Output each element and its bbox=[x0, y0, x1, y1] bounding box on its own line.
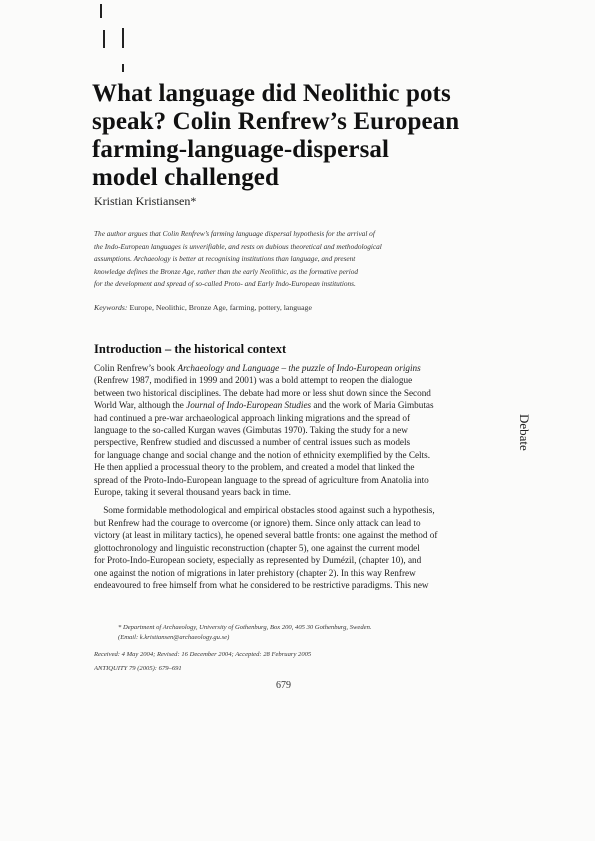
body-line bbox=[94, 449, 504, 461]
body-line bbox=[94, 374, 504, 386]
title-line: model challenged bbox=[92, 164, 280, 191]
body-line bbox=[94, 486, 504, 498]
section-heading: Introduction – the historical context bbox=[94, 342, 287, 356]
journal-citation: ANTIQUITY 79 (2005): 679–691 bbox=[94, 664, 182, 672]
body-text-segment: spread of the Proto-Indo-European language to the spread of agriculture from Anatolia into bbox=[94, 474, 429, 485]
scan-mark-2 bbox=[103, 30, 105, 48]
debate-section-label bbox=[512, 400, 552, 460]
body-line: glottochronology and linguistic reconstruction (chapter 5), one against the current model bbox=[94, 542, 420, 553]
body-text-segment: language to the so-called Kurgan waves (Gimbutas 1970). Taking the study for a new bbox=[94, 425, 408, 436]
body-line: Some formidable methodological and empirical obstacles stood against such a hypothesis, bbox=[94, 505, 435, 516]
body-text-segment: and the work of Maria Gimbutas bbox=[311, 400, 434, 411]
body-line bbox=[94, 436, 504, 448]
body-line: victory (at least in military tactics), he opened several battle fronts: one against the method of bbox=[94, 530, 438, 541]
body-line: for Proto-Indo-European society, especially as represented by Dumézil, (chapter 10), and bbox=[94, 555, 422, 566]
keywords bbox=[94, 303, 499, 312]
body-text-segment: between two historical disciplines. The debate had more or less shut down since the Second bbox=[94, 387, 431, 398]
abstract-line: assumptions. Archaeology is better at recognising institutions than language, and present bbox=[94, 254, 356, 263]
body-text-segment: perspective, Renfrew studied and discussed a number of central issues such as models bbox=[94, 437, 411, 448]
body-text-segment: He then applied a processual theory to the problem, and created a model that linked the bbox=[94, 462, 415, 473]
body-text bbox=[94, 362, 504, 591]
paragraph-2 bbox=[94, 504, 504, 591]
italic-title-ref: Journal of Indo-European Studies bbox=[186, 400, 312, 411]
body-text-segment: for language change and social change and the notion of ethnicity exemplified by the Celts. bbox=[94, 449, 430, 460]
body-line bbox=[94, 474, 504, 486]
body-text-segment: had continued a pre-war archaeological approach linking migrations and the spread of bbox=[94, 412, 411, 423]
received-dates: Received: 4 May 2004; Revised: 16 December 2004; Accepted: 28 February 2005 bbox=[94, 651, 312, 658]
body-text-segment: Colin Renfrew’s book bbox=[94, 363, 178, 373]
author-name: Kristian Kristiansen* bbox=[94, 194, 197, 208]
keywords-text: Europe, Neolithic, Bronze Age, farming, pottery, language bbox=[129, 303, 312, 312]
title-line: speak? Colin Renfrew’s European bbox=[92, 108, 460, 135]
italic-title-ref: Archaeology and Language – the puzzle of Indo-European origins bbox=[177, 363, 421, 373]
title-line: farming-language-dispersal bbox=[92, 136, 390, 163]
keywords-label: Keywords: bbox=[94, 303, 128, 312]
abstract-line: knowledge defines the Bronze Age, rather than the early Neolithic, as the formative period bbox=[94, 266, 359, 276]
abstract-line: for the development and spread of so-called Proto- and Early Indo-European institutions. bbox=[94, 279, 356, 288]
page-number: 679 bbox=[276, 680, 291, 691]
footnote-line: * Department of Archaeology, University of Gothenburg, Box 200, 405 30 Gothenburg, Sweden. bbox=[118, 624, 372, 631]
title-line: What language did Neolithic pots bbox=[92, 80, 451, 107]
body-text-segment: (Renfrew 1987, modified in 1999 and 2001) was a bold attempt to reopen the dialogue bbox=[94, 375, 413, 386]
body-line bbox=[94, 387, 504, 399]
article-title bbox=[92, 80, 512, 192]
body-line: one against the notion of migrations in later prehistory (chapter 2). In this way Renfrew bbox=[94, 567, 416, 578]
publication-info bbox=[94, 648, 504, 675]
body-text-segment: Europe, taking it several thousand years back in time. bbox=[94, 487, 291, 498]
footnote-line: (Email: k.kristiansen@archaeology.gu.se) bbox=[118, 633, 230, 641]
debate-label-text: Debate bbox=[517, 414, 532, 451]
scan-mark-4 bbox=[122, 64, 124, 72]
abstract-line: The author argues that Colin Renfrew’s farming language dispersal hypothesis for the arrival of bbox=[94, 229, 375, 238]
body-line bbox=[94, 362, 504, 374]
paragraph-1 bbox=[94, 362, 504, 504]
body-line bbox=[94, 412, 504, 424]
body-line bbox=[94, 424, 504, 436]
abstract-line: the Indo-European languages is unverifiable, and rests on dubious theoretical and methodological bbox=[94, 241, 382, 251]
abstract bbox=[94, 228, 499, 291]
body-text-segment: World War, although the bbox=[94, 400, 187, 411]
scan-mark-1 bbox=[100, 4, 102, 18]
scan-mark-3 bbox=[122, 28, 124, 48]
body-line: endeavoured to free himself from what he considered to be restrictive paradigms. This new bbox=[94, 579, 429, 590]
body-line bbox=[94, 461, 504, 473]
body-line bbox=[94, 399, 504, 411]
author-footnote bbox=[118, 623, 498, 642]
body-line: but Renfrew had the courage to overcome (or ignore) them. Since only attack can lead to bbox=[94, 517, 421, 528]
